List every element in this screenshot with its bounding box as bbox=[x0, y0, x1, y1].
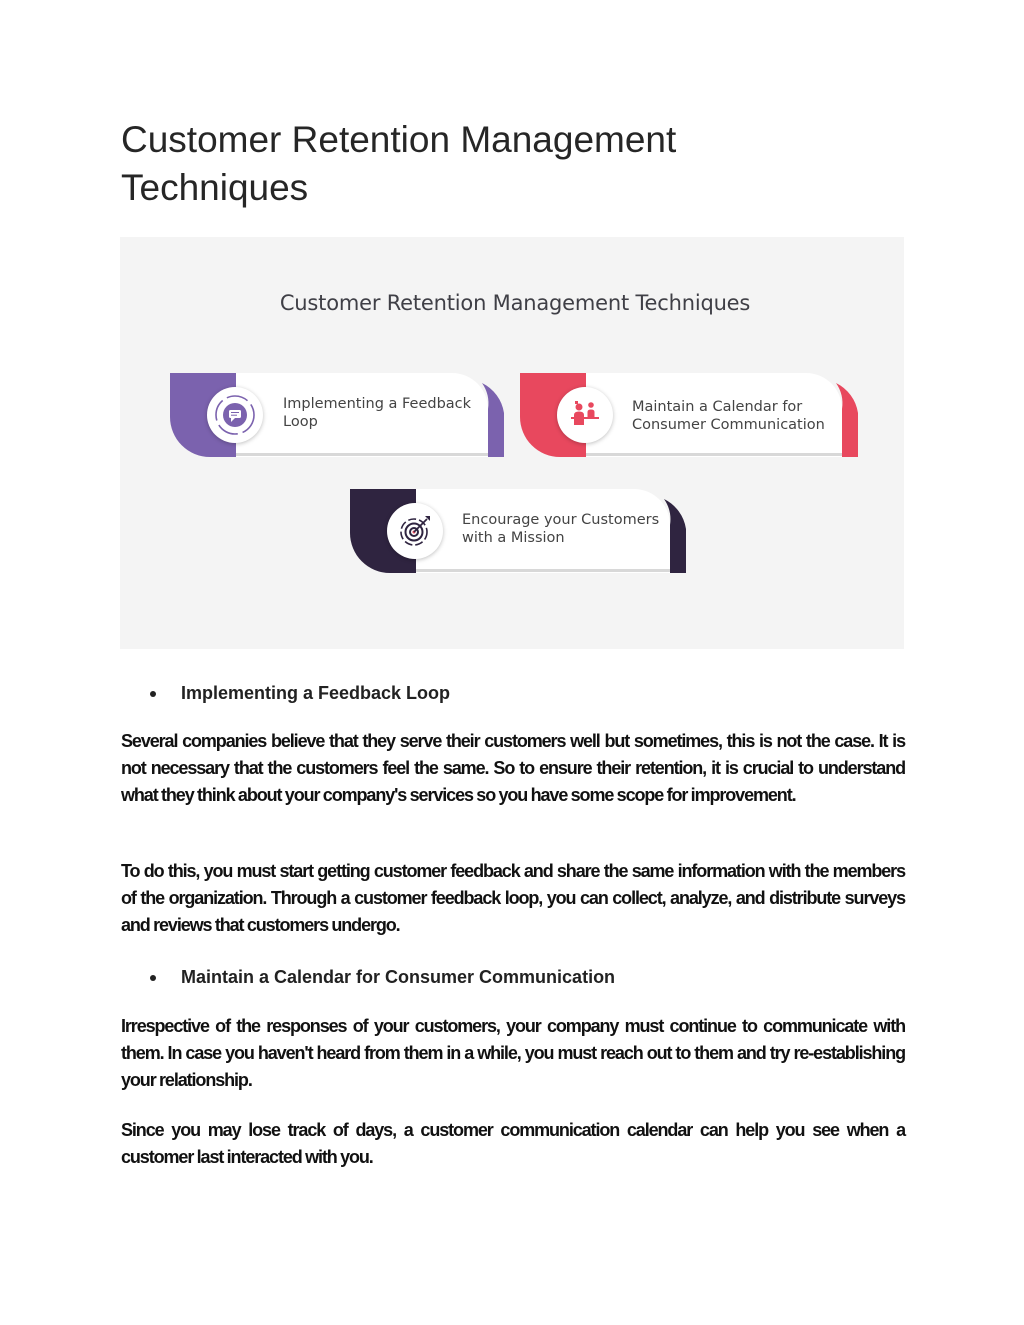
paragraph: Since you may lose track of days, a customer communication calendar can help you see when a customer last interacted with you. bbox=[121, 1120, 905, 1167]
paragraph: Irrespective of the responses of your customers, your company must continue to communicate with them. In case you haven't heard from them in a while, you must reach out to them and try re-establishing your relationship. bbox=[121, 1016, 905, 1090]
infographic-figure bbox=[120, 237, 904, 649]
card-encourage-mission bbox=[350, 489, 688, 573]
bullet-point bbox=[150, 691, 156, 697]
paragraph: To do this, you must start getting customer feedback and share the same information with the members of the organization. Through a customer feedback loop, you can collect, analyze, and distribute surveys and reviews that customers undergo. bbox=[121, 861, 905, 935]
infographic-title: Customer Retention Management Techniques bbox=[279, 291, 751, 315]
card-label: Maintain a Calendar for Consumer Communication bbox=[632, 399, 825, 433]
card-calendar-communication bbox=[520, 373, 860, 457]
section-heading-text: Maintain a Calendar for Consumer Communication bbox=[181, 967, 616, 987]
card-feedback-loop bbox=[170, 373, 506, 457]
target-arrow-icon bbox=[387, 503, 443, 559]
bullet-point bbox=[150, 975, 156, 981]
section-heading-text: Implementing a Feedback Loop bbox=[181, 683, 451, 703]
paragraph: Several companies believe that they serve their customers well but sometimes, this is not the case. It is not necessary that the customers feel the same. So to ensure their retention, it is crucial to understand what they think about your company's services so you have some scope for improvement. bbox=[121, 731, 905, 805]
page-title: Customer Retention Management Techniques bbox=[121, 119, 677, 208]
communication-people-icon bbox=[557, 387, 613, 443]
feedback-chat-icon bbox=[207, 387, 263, 443]
card-label: Encourage your Customers with a Mission bbox=[462, 512, 660, 546]
card-label: Implementing a Feedback Loop bbox=[283, 396, 472, 430]
